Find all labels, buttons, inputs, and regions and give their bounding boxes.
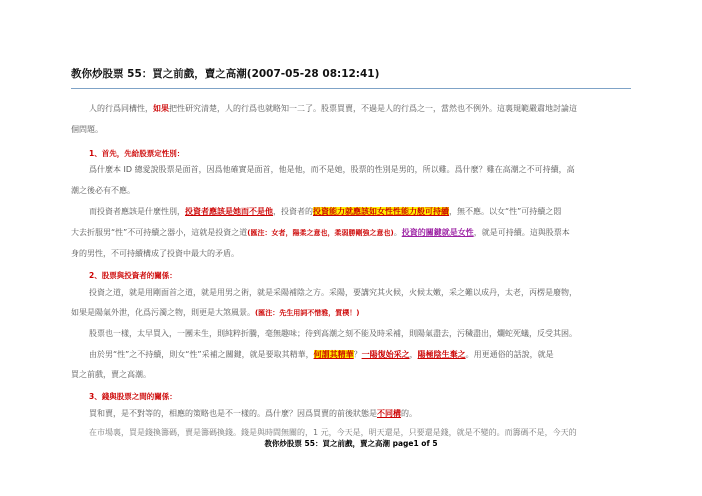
paragraph-line: 投資之道，就是用剛面首之道，就是用男之術，就是采陽補陰之方。采陽，要講究其火候，火候太嫩，采之難以成丹，太老，丙楞是廢物，	[89, 288, 577, 297]
text-span: 人的行爲同構性，	[89, 104, 153, 113]
text-span: 買和賣，是不對等的，相應的策略也是不一樣的。爲什麼？因爲買賣的前後狀態是	[89, 409, 377, 418]
editor-note: (匯注：先生用詞不惜雅，質樸！)	[255, 309, 360, 317]
emphasis-text: 如果	[153, 104, 169, 113]
text-span: 如果是陽氣外泄，化爲污濁之物，則更是大煞風景。	[71, 308, 255, 317]
text-span: ，投資者的	[273, 207, 313, 216]
underlined-emphasis: 陽極陰生棄之	[417, 350, 466, 359]
underlined-emphasis: 投資的關鍵就是女性	[401, 228, 474, 237]
text-span: ，無不應。以女“性”可持續之悶	[449, 207, 562, 216]
paragraph-line: 身的男性，不可持續構成了投資中最大的矛盾。	[71, 249, 239, 258]
text-span: 由於男“性”之不持續，則女“性”采補之關鍵，就是要取其精華，	[89, 350, 314, 359]
text-span: 的。	[401, 409, 417, 418]
text-span: 。用更通俗的話說，就是	[465, 350, 554, 359]
underlined-emphasis: 一陽復始采之	[361, 350, 410, 359]
underlined-emphasis: 不同構	[377, 409, 401, 418]
text-span: 而投資者應該是什麼性別，	[89, 207, 185, 216]
text-span: ，	[409, 350, 418, 359]
paragraph-line: 股票也一樣，太早買入，一團未生，則純粹折騰，毫無趣味；待到高潮之刻不能及時采補，則陽氣盡去，污穢盡出，爛蛇死蟻，反受其困。	[89, 329, 577, 338]
text-span: 。	[393, 228, 402, 237]
article-title: 教你炒股票 55：買之前戲，賣之高潮(2007-05-28 08:12:41)	[71, 68, 380, 80]
paragraph-line: 爲什麼本 ID 總愛說股票是面首，因爲他確實是面首，他是他，而不是她，股票的性別是男的，所以雞。爲什麼？雞在高潮之不可持續，高	[89, 165, 575, 174]
highlighted-emphasis: 何謂其精華	[313, 350, 354, 359]
paragraph-line	[89, 350, 554, 360]
text-span: ？	[353, 350, 362, 359]
paragraph-line	[89, 104, 577, 114]
title-divider	[71, 88, 631, 89]
editor-note: (匯注：女者，陽柔之意也，柔弱勝剛強之意也)	[247, 229, 394, 237]
section-heading-1: 1、首先，先給股票定性別：	[89, 149, 185, 158]
text-span: ，就是可持續。這與股票本	[473, 228, 570, 237]
section-heading-3: 3、錢與股票之間的關係：	[89, 392, 177, 401]
highlighted-emphasis: 投資能力就應該如女性性能力般可持續	[313, 207, 449, 216]
paragraph-line: 在市場裏，買是錢換籌碼，賣是籌碼換錢。錢是與時間無關的，1 元，今天是，明天還是，只要還是錢，就是不變的。而籌碼不是，今天的	[89, 428, 577, 437]
section-heading-2: 2、股票與投資者的關係：	[89, 271, 177, 280]
text-span: 大去折服男“性”不可持續之器小，這就是投資之道	[71, 228, 248, 237]
paragraph-line	[89, 207, 561, 217]
paragraph-line	[71, 228, 570, 238]
paragraph-line	[71, 308, 359, 318]
paragraph-line: 個問題。	[71, 125, 103, 134]
paragraph-line: 潮之後必有不應。	[71, 186, 135, 195]
paragraph-line: 買之前戲，賣之高潮。	[71, 370, 151, 379]
page-footer: 教你炒股票 55：買之前戲，賣之高潮 page1 of 5	[264, 439, 438, 448]
underlined-emphasis: 投資者應該是她而不是他	[185, 207, 273, 216]
paragraph-line	[89, 409, 417, 419]
text-span: 把性研究清楚，人的行爲也就略知一二了。股票買賣，不過是人的行爲之一，當然也不例外。這裏規範嚴肅地討論這	[169, 104, 577, 113]
